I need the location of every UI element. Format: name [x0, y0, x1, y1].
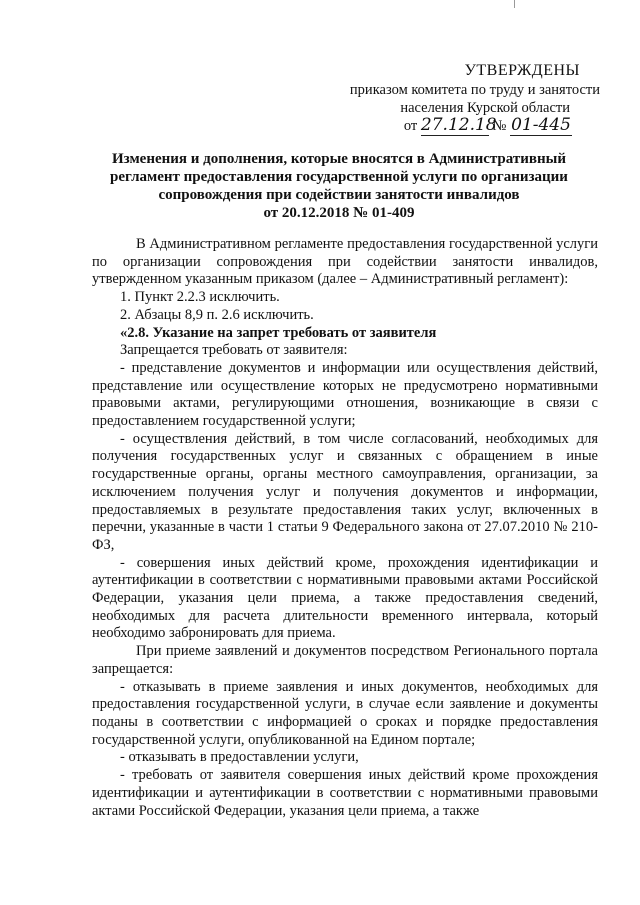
- document-body: [92, 236, 598, 820]
- title-line-1: Изменения и дополнения, которые вносятся в Административный: [111, 151, 566, 167]
- title-line-2: регламент предоставления государственной услуги по организации: [110, 169, 568, 185]
- paragraph-bullet-2: - осуществления действий, в том числе согласований, необходимых для получения государственных услуг и связанных с обращением в иные государственные органы, органы местного самоуправления, организации, за исключением получения услуг и получения документов и информации, предоставляемых в результате предоставления таких услуг, включенных в перечни, указанные в части 1 статьи 9 Федерального закона от 27.07.2010 № 210-ФЗ,: [92, 430, 598, 553]
- from-prefix: от: [403, 118, 418, 134]
- title-line-3: сопровождения при содействии занятости инвалидов: [158, 187, 520, 203]
- approval-order-line: приказом комитета по труду и занятости: [349, 82, 600, 98]
- paragraph-portal: При приеме заявлений и документов посредством Регионального портала запрещается:: [92, 643, 598, 677]
- paragraph-intro: В Административном регламенте предоставления государственной услуги по организации сопровождения при содействии занятости инвалидов, утвержденном указанным приказом (далее – Административный регламент):: [92, 236, 598, 288]
- paragraph-portal-bullet-1: - отказывать в приеме заявления и иных документов, необходимых для предоставления государственной услуги, в случае если заявление и документы поданы в соответствии с информацией о сроках и порядке предоставления государственной услуги, опубликованной на Едином портале;: [92, 678, 598, 748]
- document-title: [96, 150, 582, 222]
- scan-mark: [514, 0, 515, 8]
- section-heading-2-8: «2.8. Указание на запрет требовать от заявителя: [120, 324, 437, 341]
- approval-date-number: [404, 115, 572, 136]
- title-line-4: от 20.12.2018 № 01-409: [263, 205, 415, 221]
- paragraph-portal-bullet-2: - отказывать в предоставлении услуги,: [120, 749, 359, 766]
- number-sign: №: [492, 118, 507, 134]
- paragraph-item-2: 2. Абзацы 8,9 п. 2.6 исключить.: [120, 306, 314, 323]
- approval-region-line: населения Курской области: [400, 100, 570, 116]
- paragraph-bullet-3: - совершения иных действий кроме, прохождения идентификации и аутентификации в соответствии с нормативными правовыми актами Российской Федерации, указания цели приема, а также предоставления сведений, необходимых для расчета длительности временного интервала, который необходимо забронировать для приема.: [92, 554, 598, 642]
- paragraph-bullet-1: - представление документов и информации или осуществления действий, представление или осуществление которых не предусмотрено нормативными правовыми актами, регулирующими отношения, возникающие в связи с предоставлением государственной услуги;: [92, 359, 598, 430]
- approval-heading: УТВЕРЖДЕНЫ: [464, 62, 580, 79]
- paragraph-item-1: 1. Пункт 2.2.3 исключить.: [120, 289, 280, 306]
- paragraph-portal-bullet-3: - требовать от заявителя совершения иных действий кроме прохождения идентификации и аутентификации в соответствии с нормативными правовыми актами Российской Федерации, указания цели приема, а также: [92, 767, 598, 819]
- handwritten-number: 01-445: [511, 115, 571, 135]
- paragraph-prohibited: Запрещается требовать от заявителя:: [120, 342, 348, 359]
- handwritten-date: 27.12.18: [420, 115, 497, 135]
